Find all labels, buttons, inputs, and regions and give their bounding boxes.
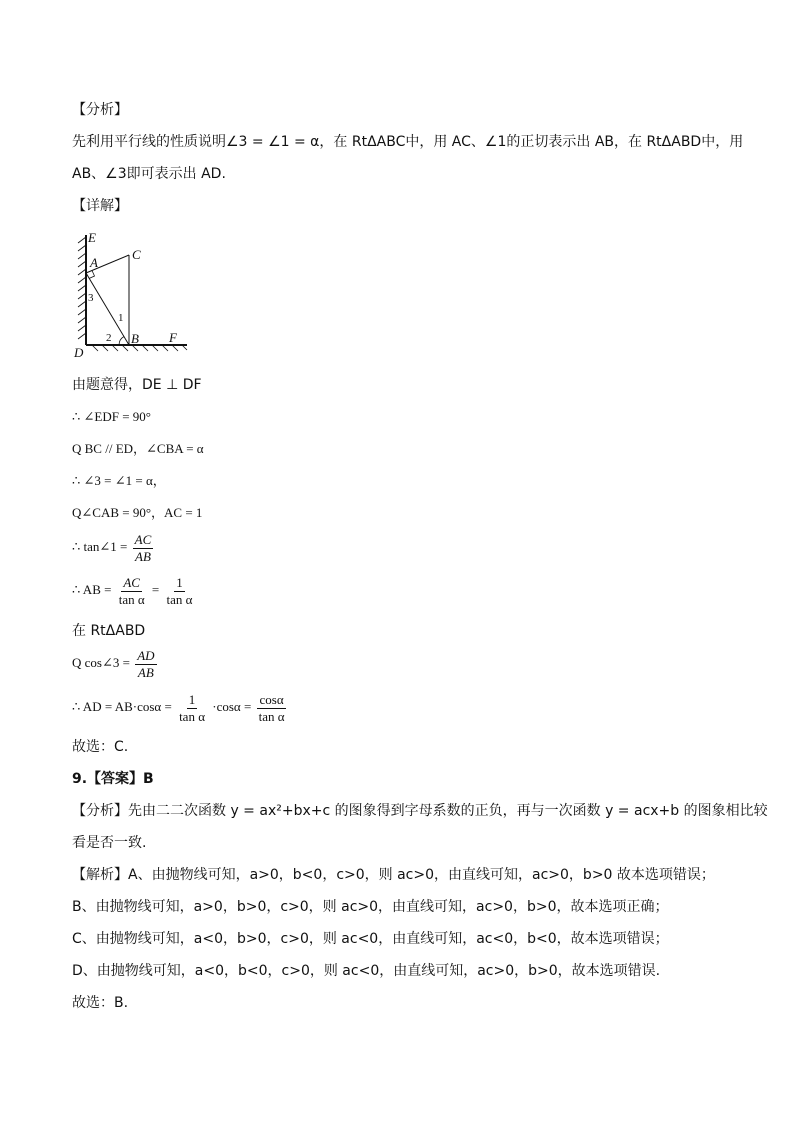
analysis-text-line-2: AB、∠3即可表示出 AD.: [72, 166, 226, 182]
angle-2-arc: [119, 337, 124, 346]
fraction-1-over-tan: [165, 575, 195, 608]
detail-step-1: 由题意得，DE ⊥ DF: [72, 377, 202, 393]
step-10-middle: ·cosα =: [212, 699, 252, 714]
fraction-denominator: tan α: [258, 708, 285, 724]
detail-step-9: [72, 646, 159, 681]
q9-solution-b: B、由抛物线可知，a>0，b>0，c>0，则 ac>0，由直线可知，ac>0，b>0，故本选项正确；: [72, 899, 669, 915]
fraction-numerator: 1: [176, 574, 183, 590]
wall-hatching: [78, 237, 86, 339]
fraction-denominator: tan α: [166, 591, 193, 607]
detail-step-2: ∴ ∠EDF = 90°: [72, 409, 152, 424]
detail-step-10: [72, 690, 289, 725]
fraction-denominator: AB: [137, 664, 154, 680]
detail-step-4: ∴ ∠3 = ∠1 = α，: [72, 473, 166, 488]
label-angle-3: 3: [88, 292, 94, 304]
fraction-AD-over-AB: [135, 648, 156, 681]
fraction-numerator: AC: [123, 574, 140, 590]
fraction-numerator: 1: [188, 691, 196, 707]
q9-choice: 故选：B.: [72, 995, 129, 1011]
detail-choice: 故选：C.: [72, 739, 129, 755]
step-7-prefix: ∴ AB =: [72, 582, 112, 597]
detail-step-7: [72, 573, 196, 608]
label-C: C: [132, 247, 141, 262]
label-E: E: [88, 230, 96, 245]
q9-analysis-line-1: 【分析】先由二二次函数 y = ax²+bx+c 的图象得到字母系数的正负，再与一次函数 y = acx+b 的图象相比较: [72, 803, 768, 819]
detail-step-5: Q∠CAB = 90°，AC = 1: [72, 505, 203, 520]
fraction-1-over-tan-b: [177, 692, 207, 725]
q9-solution-a: 【解析】A、由抛物线可知，a>0，b<0，c>0，则 ac>0，由直线可知，ac>0，b>0 故本选项错误；: [72, 867, 715, 883]
q9-analysis-line-2: 看是否一致.: [72, 835, 147, 851]
detail-heading: 【详解】: [72, 198, 128, 214]
step-10-prefix: ∴ AD = AB·cosα =: [72, 699, 172, 714]
label-angle-2: 2: [106, 332, 112, 344]
fraction-AC-over-tan: [117, 575, 147, 608]
fraction-numerator: AC: [134, 531, 152, 547]
label-angle-1: 1: [118, 312, 124, 324]
label-F: F: [169, 330, 177, 345]
label-B: B: [131, 331, 139, 346]
label-A: A: [90, 255, 98, 270]
fraction-numerator: cosα: [259, 691, 284, 707]
fraction-denominator: AB: [135, 548, 151, 564]
analysis-text-line-1: 先利用平行线的性质说明∠3 = ∠1 = α，在 RtΔABC中，用 AC、∠1的正切表示出 AB，在 RtΔABD中，用: [72, 134, 744, 150]
analysis-heading: 【分析】: [72, 102, 128, 118]
detail-step-8: 在 RtΔABD: [72, 623, 146, 639]
geometry-figure: [72, 225, 192, 360]
fraction-denominator: tan α: [118, 591, 145, 607]
fraction-AC-over-AB: [133, 532, 154, 565]
q9-solution-d: D、由抛物线可知，a<0，b<0，c>0，则 ac<0，由直线可知，ac>0，b>0，故本选项错误.: [72, 963, 661, 979]
step-6-prefix: ∴ tan∠1 =: [72, 539, 128, 554]
step-9-prefix: Q cos∠3 =: [72, 655, 130, 670]
fraction-cos-over-tan: [257, 692, 287, 725]
q9-solution-c: C、由抛物线可知，a<0，b>0，c>0，则 ac<0，由直线可知，ac<0，b<0，故本选项错误；: [72, 931, 669, 947]
fraction-numerator: AD: [137, 647, 155, 663]
fraction-denominator: tan α: [179, 708, 206, 724]
q9-answer: 9.【答案】B: [72, 771, 154, 787]
detail-step-3: Q BC // ED，∠CBA = α: [72, 441, 204, 456]
equals-sign: =: [151, 582, 160, 597]
detail-step-6: [72, 530, 155, 565]
label-D: D: [74, 345, 84, 360]
